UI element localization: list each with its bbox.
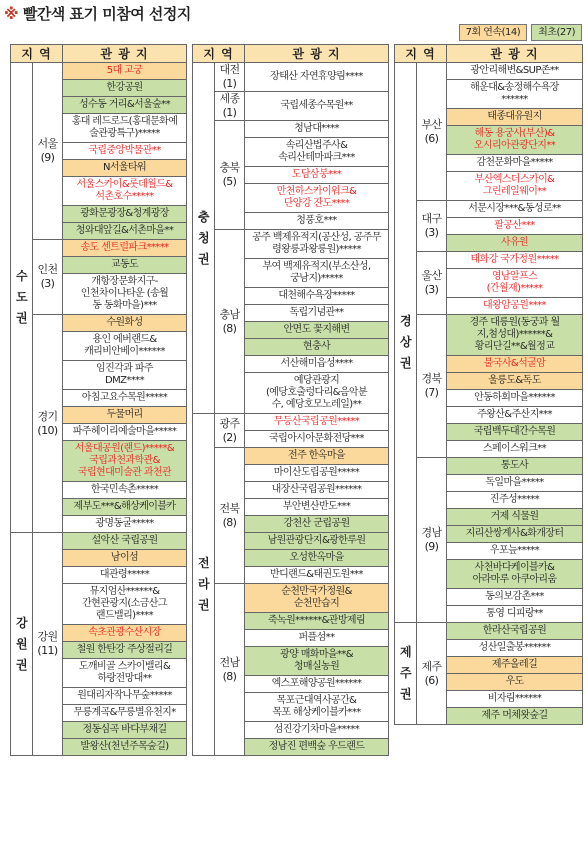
tourist-site: 해동 용궁사(부산)& 오시리아관광단지** (447, 126, 583, 155)
table-row (11, 240, 187, 257)
tourist-site: 송도 센트럴파크***** (63, 240, 187, 257)
table-row (193, 121, 389, 138)
tourist-site: 개항장문화지구- 인천차이나타운 (송월 동 동화마을)*** (63, 274, 187, 315)
tourist-site: 성산일출봉****** (447, 640, 583, 657)
tourist-site: 대천해수욕장***** (245, 288, 389, 305)
tourist-site: 교동도 (63, 257, 187, 274)
region-name: 경상권 (400, 314, 411, 370)
tourist-site: 속초관광수산시장 (63, 625, 187, 642)
tourist-site: 부산엑스더스카이& 그린레일웨이** (447, 172, 583, 201)
tourist-site: 현충사 (245, 339, 389, 356)
region-name: 제주권 (400, 645, 411, 701)
legend (459, 24, 582, 41)
tourism-table (192, 44, 389, 756)
tourist-site: 정남진 편백숲 우드랜드 (245, 739, 389, 756)
region-label (193, 414, 215, 756)
table-row (11, 315, 187, 332)
table-row (193, 448, 389, 465)
tourist-site: 반디랜드&태권도원*** (245, 567, 389, 584)
tourist-site: 파주헤이리예술마을***** (63, 424, 187, 441)
table-row (395, 315, 583, 356)
title-text: 빨간색 표기 미참여 선정지 (22, 5, 191, 23)
tourist-site: 용인 에버랜드& 캐리비안베이****** (63, 332, 187, 361)
tourist-site: 남이섬 (63, 550, 187, 567)
tourist-site: 수원화성 (63, 315, 187, 332)
subregion-label: 경남 (9) (417, 458, 447, 623)
subregion-label: 경기 (10) (33, 315, 63, 533)
tourist-site: 비자림****** (447, 691, 583, 708)
tourist-site: 부안변산반도*** (245, 499, 389, 516)
tourism-table (10, 44, 187, 756)
tourist-site: 한강공원 (63, 80, 187, 97)
tourist-site: 제주올레길 (447, 657, 583, 674)
tourist-site: 내장산국립공원****** (245, 482, 389, 499)
tourist-site: 무등산국립공원***** (245, 414, 389, 431)
table-row (11, 63, 187, 80)
tourist-site: 도담삼봉*** (245, 167, 389, 184)
tourist-site: 한라산국립공원 (447, 623, 583, 640)
table-row (193, 92, 389, 121)
tourist-site: 만천하스카이워크& 단양강 잔도**** (245, 184, 389, 213)
tourist-site: 울릉도&독도 (447, 373, 583, 390)
region-label (193, 63, 215, 414)
column-1 (10, 44, 186, 756)
subregion-label: 제주 (6) (417, 623, 447, 725)
tourist-site: 원대리자작나무숲***** (63, 688, 187, 705)
tourist-site: 강천산 군립공원 (245, 516, 389, 533)
tourist-site: 광화문광장&청계광장 (63, 206, 187, 223)
tourist-site: 5대 고궁 (63, 63, 187, 80)
tourist-site: 부여 백제유적지(부소산성, 궁남지)***** (245, 259, 389, 288)
region-name: 전라권 (198, 556, 209, 612)
subregion-label: 전북 (8) (215, 448, 245, 584)
tourist-site: 주왕산&주산지*** (447, 407, 583, 424)
subregion-label: 강원 (11) (33, 533, 63, 756)
tourist-site: 마이산도립공원***** (245, 465, 389, 482)
tourist-site: 안면도 꽃지해변 (245, 322, 389, 339)
subregion-label: 광주 (2) (215, 414, 245, 448)
tourist-site: 성수동 거리&서울숲** (63, 97, 187, 114)
tourist-site: 스페이스워크** (447, 441, 583, 458)
tourist-site: 무릉계곡&무릉별유천지* (63, 705, 187, 722)
tourist-site: 장태산 자연휴양림**** (245, 63, 389, 92)
tourist-site: 태화강 국가정원***** (447, 252, 583, 269)
table-row (193, 230, 389, 259)
tourist-site: 독립기념관** (245, 305, 389, 322)
tourist-site: 국립백두대간수목원 (447, 424, 583, 441)
tourist-site: 전주 한옥마을 (245, 448, 389, 465)
tourist-site: 광안리해변&SUP존** (447, 63, 583, 80)
column-3 (394, 44, 582, 725)
region-label (395, 63, 417, 623)
tourist-site: 대왕암공원**** (447, 298, 583, 315)
subregion-label: 세종 (1) (215, 92, 245, 121)
tourist-site: 홍대 레드로드(홍대문화예 술관광특구)***** (63, 114, 187, 143)
table-row (395, 201, 583, 218)
tourist-site: 오성한옥마을 (245, 550, 389, 567)
tourist-site: 영남알프스 (간월재)***** (447, 269, 583, 298)
table-row (395, 63, 583, 80)
tourist-site: 태종대유원지 (447, 109, 583, 126)
tourist-site: 지리산쌍계사&화개장터 (447, 526, 583, 543)
tourist-site: 서산해미읍성**** (245, 356, 389, 373)
subregion-label: 경북 (7) (417, 315, 447, 458)
tourist-site: 사유원 (447, 235, 583, 252)
tourist-site: 팔공산*** (447, 218, 583, 235)
tourist-site: 섬진강기차마을***** (245, 722, 389, 739)
table-row (193, 414, 389, 431)
tourist-site: 아침고요수목원***** (63, 390, 187, 407)
tourist-site: 거제 식물원 (447, 509, 583, 526)
tourist-site: 도깨비골 스카이밸리& 하랑전망대** (63, 659, 187, 688)
tourist-site: 죽녹원******&관방제림 (245, 613, 389, 630)
subregion-label: 충남 (8) (215, 230, 245, 414)
tourist-site: 발왕산(천년주목숲길) (63, 739, 187, 756)
tourist-site: 예당관광지 (예당호출렁다리&음악분 수, 예당호모노레일)** (245, 373, 389, 414)
tourist-site: 대관령***** (63, 567, 187, 584)
region-label (395, 623, 417, 725)
tourist-site: 제주 머체왓숲길 (447, 708, 583, 725)
tourist-site: 설악산 국립공원 (63, 533, 187, 550)
tourist-site: 동의보감촌*** (447, 589, 583, 606)
tourist-site: 독일마을***** (447, 475, 583, 492)
legend-first-time: 최초(27) (531, 24, 582, 41)
tourist-site: 뮤지엄산******& 간현관광지(소금산그 랜드밸리)**** (63, 584, 187, 625)
region-header: 지 역 (11, 45, 63, 63)
page-title (4, 3, 191, 24)
tourist-site: 청와대앞길&서촌마을** (63, 223, 187, 240)
tourist-site: 청풍호*** (245, 213, 389, 230)
legend-consecutive: 7회 연속(14) (459, 24, 528, 41)
tourist-site: 사천바다케이블카& 아라마루 아쿠아리움 (447, 560, 583, 589)
tourist-site: 해운대&송정해수욕장 ****** (447, 80, 583, 109)
sites-header: 관 광 지 (447, 45, 583, 63)
tourist-site: 서울스카이&롯데월드& 석촌호수***** (63, 177, 187, 206)
table-row (193, 63, 389, 92)
region-name: 수도권 (16, 269, 27, 325)
tourist-site: 퍼플섬** (245, 630, 389, 647)
tourist-site: 순천만국가정원& 순천만습지 (245, 584, 389, 613)
tourist-site: 국립중앙박물관** (63, 143, 187, 160)
tourist-site: 국립세종수목원** (245, 92, 389, 121)
tourist-site: 진주성***** (447, 492, 583, 509)
tourist-site: 남원관광단지&광한루원 (245, 533, 389, 550)
tourist-site: 경주 대릉원(동궁과 월 지,첨성대)******& 황리단길**&월정교 (447, 315, 583, 356)
tourist-site: 철원 한탄강 주상절리길 (63, 642, 187, 659)
region-name: 충청권 (198, 209, 209, 266)
table-row (193, 584, 389, 613)
tourist-site: 광명동굴***** (63, 516, 187, 533)
region-header: 지 역 (395, 45, 447, 63)
subregion-label: 전남 (8) (215, 584, 245, 756)
tourist-site: 국립아시아문화전당*** (245, 431, 389, 448)
tourist-site: 서울대공원(랜드)*****& 국립과천과학관& 국립현대미술관 과천관 (63, 441, 187, 482)
sites-header: 관 광 지 (63, 45, 187, 63)
subregion-label: 대전 (1) (215, 63, 245, 92)
region-name: 강원권 (16, 615, 27, 672)
table-row (11, 533, 187, 550)
column-2 (192, 44, 388, 756)
subregion-label: 충북 (5) (215, 121, 245, 230)
tourist-site: 불국사&석굴암 (447, 356, 583, 373)
region-label (11, 63, 33, 533)
table-row (395, 252, 583, 269)
tourist-site: 통도사 (447, 458, 583, 475)
region-header: 지 역 (193, 45, 245, 63)
tourist-site: 제부도***&해상케이블카 (63, 499, 187, 516)
tourist-site: 공주 백제유적지(공산성, 공주무 령왕릉과왕릉원)***** (245, 230, 389, 259)
tourist-site: N서울타워 (63, 160, 187, 177)
tourist-site: 두물머리 (63, 407, 187, 424)
region-label (11, 533, 33, 756)
table-row (395, 458, 583, 475)
tourist-site: 엑스포해양공원****** (245, 676, 389, 693)
tourist-site: 우도 (447, 674, 583, 691)
subregion-label: 울산 (3) (417, 252, 447, 315)
tourist-site: 감천문화마을***** (447, 155, 583, 172)
tourist-site: 우포늪***** (447, 543, 583, 560)
tourist-site: 목포근대역사공간& 목포 해상케이블카*** (245, 693, 389, 722)
tourism-table (394, 44, 583, 725)
reference-mark: ※ (4, 5, 19, 23)
tourist-site: 서문시장***&동성로** (447, 201, 583, 218)
subregion-label: 서울 (9) (33, 63, 63, 240)
tourist-site: 정동심곡 바다부채길 (63, 722, 187, 739)
tourist-site: 안동하회마을****** (447, 390, 583, 407)
tourist-site: 통영 디피랑** (447, 606, 583, 623)
subregion-label: 인천 (3) (33, 240, 63, 315)
subregion-label: 부산 (6) (417, 63, 447, 201)
table-row (395, 623, 583, 640)
tourist-site: 광양 매화마을**& 청매실농원 (245, 647, 389, 676)
subregion-label: 대구 (3) (417, 201, 447, 252)
tourist-site: 속리산법주사& 속리산테마파크*** (245, 138, 389, 167)
tourist-site: 한국민속촌***** (63, 482, 187, 499)
tourist-site: 임진각과 파주 DMZ**** (63, 361, 187, 390)
sites-header: 관 광 지 (245, 45, 389, 63)
tourist-site: 청남대**** (245, 121, 389, 138)
